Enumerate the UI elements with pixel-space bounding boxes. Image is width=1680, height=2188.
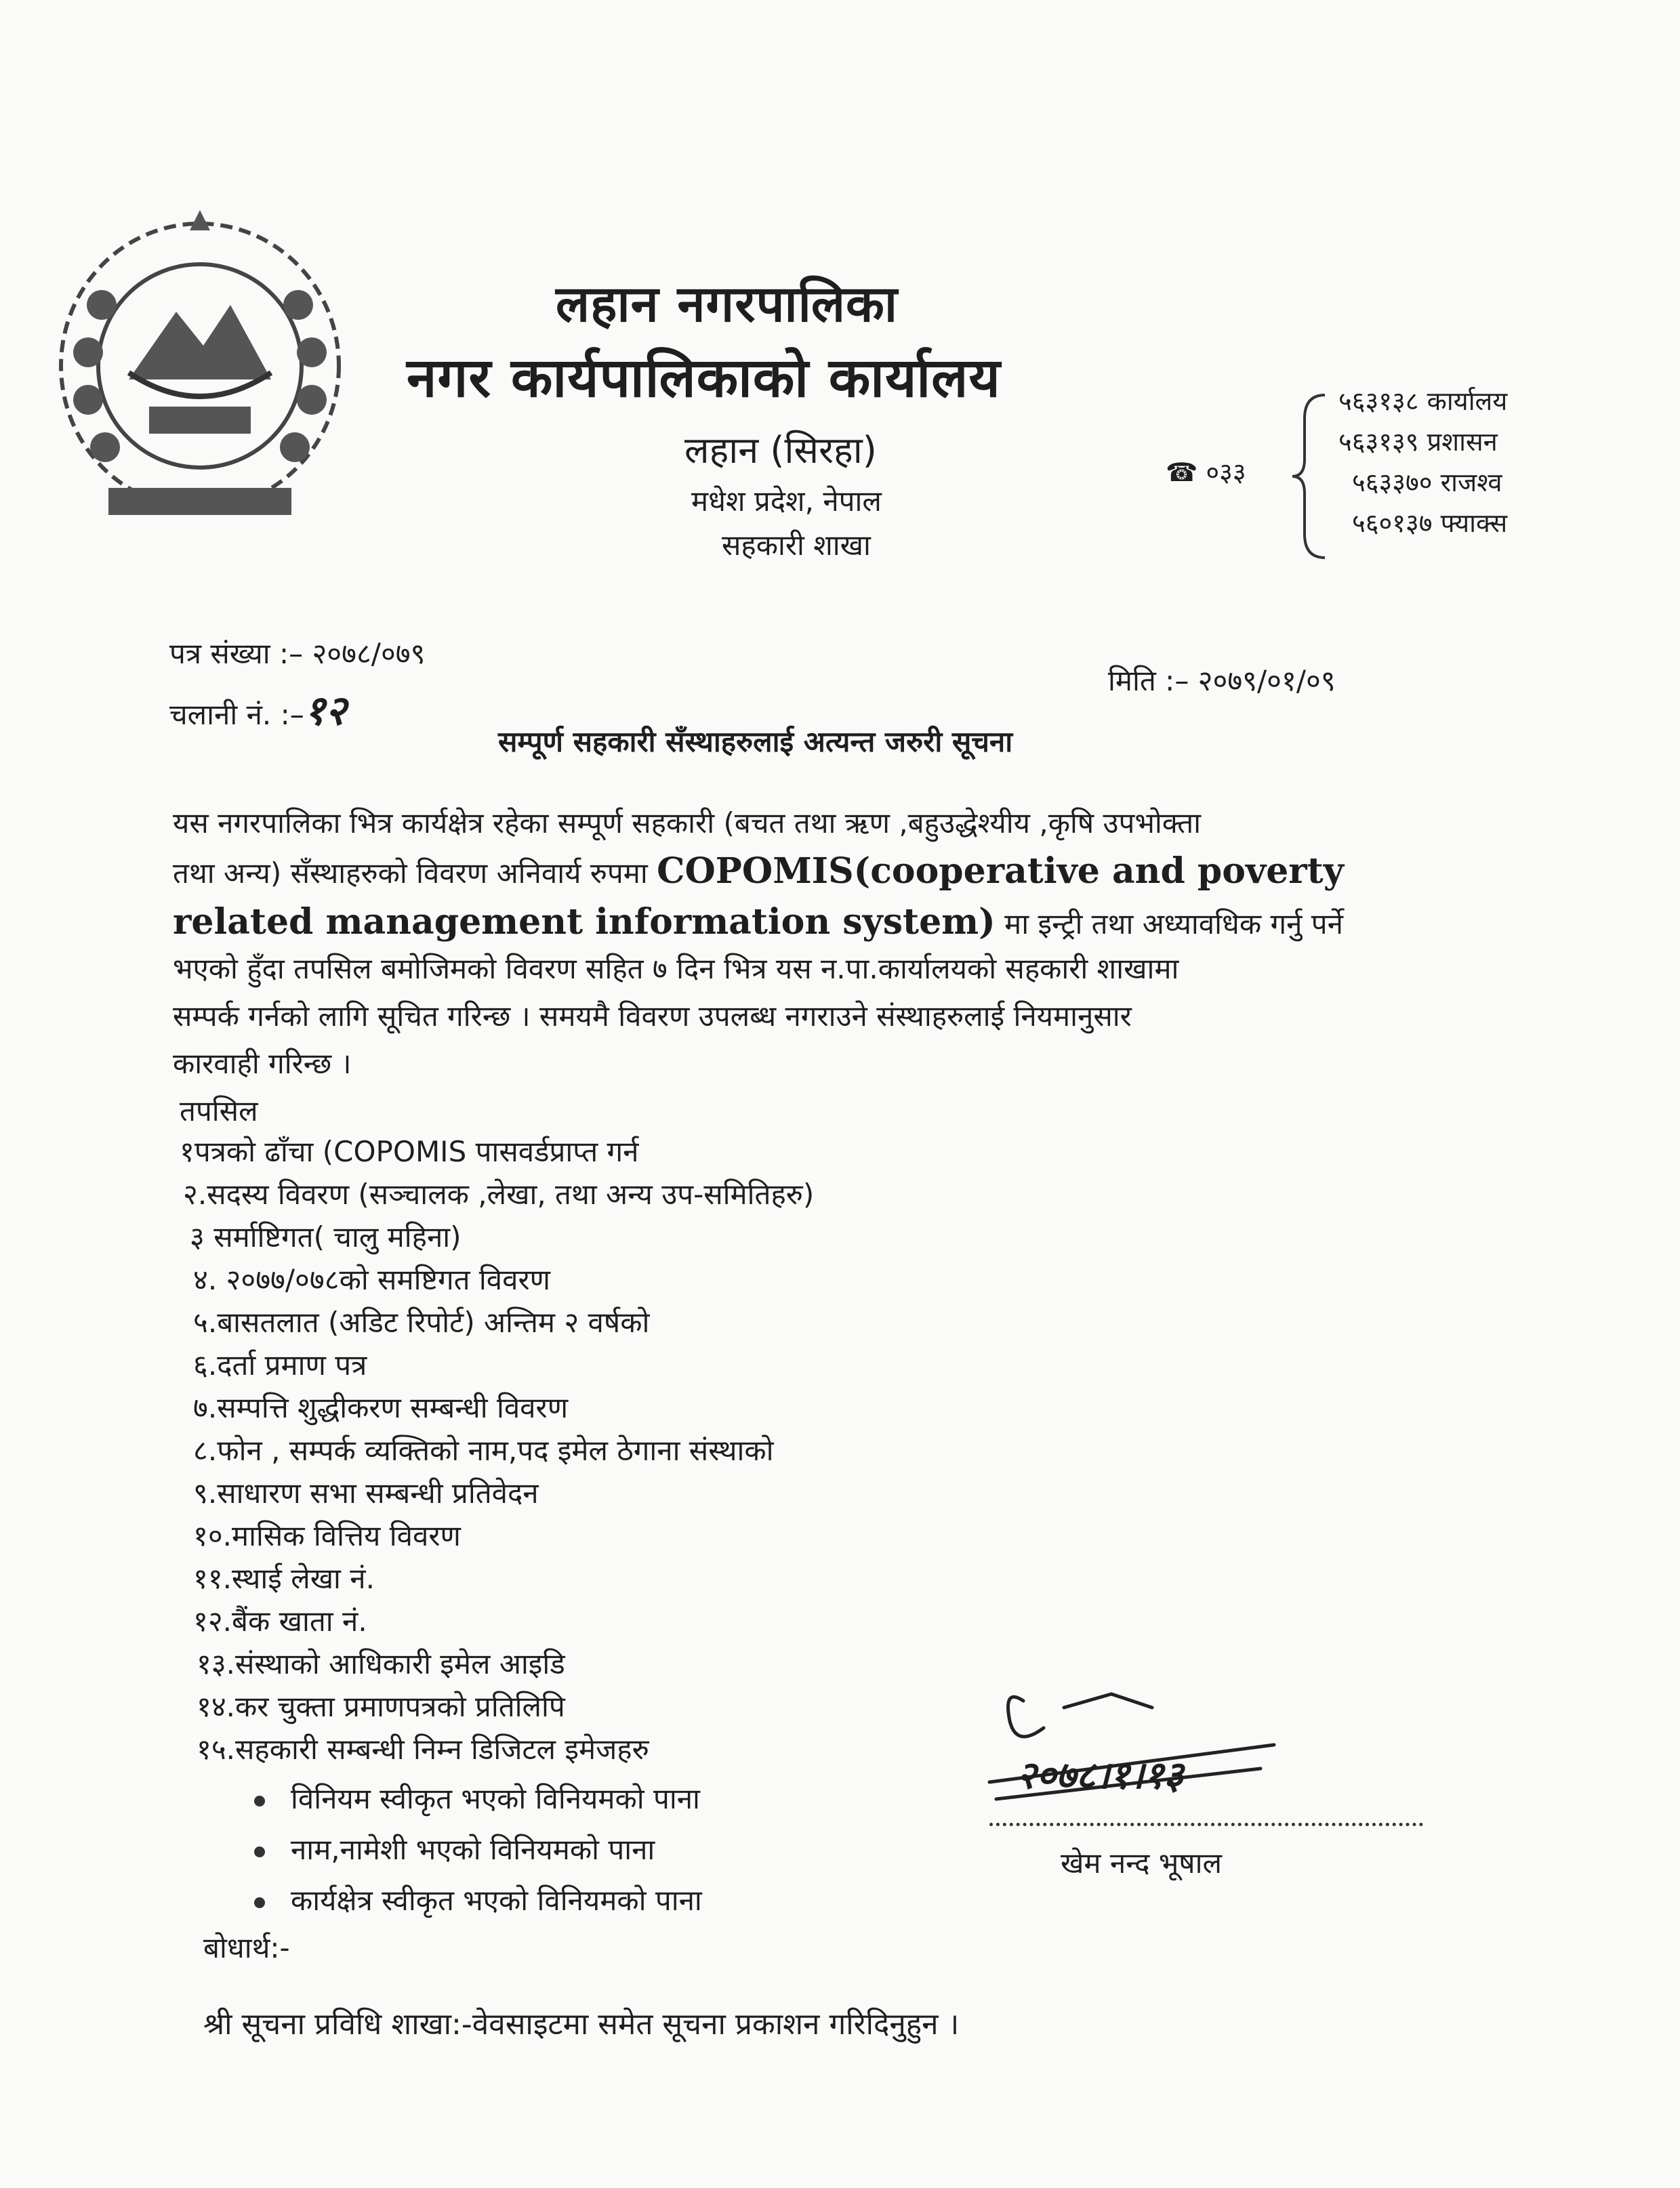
bullet-icon [254,1846,265,1857]
copomis-term-continued: related management information system) [173,901,996,943]
nepal-emblem-icon [47,203,352,522]
list-item: ५.बासतलात (अडिट रिपोर्ट) अन्तिम २ वर्षको [193,1306,650,1339]
list-item: ४. २०७७/०७८को समष्टिगत विवरण [193,1263,551,1296]
phone-admin: ५६३१३९ प्रशासन [1338,427,1498,457]
province-name: मधेश प्रदेश, नेपाल [691,484,882,518]
body-line-3-text: मा इन्ट्री तथा अध्यावधिक गर्नु पर्ने [995,907,1343,941]
body-line-2 [173,850,1344,892]
signature-line [989,1823,1423,1826]
list-item: ९.साधारण सभा सम्बन्धी प्रतिवेदन [193,1477,539,1510]
dispatch-label: चलानी नं. :– [169,698,304,731]
body-line-2-text: तथा अन्य) सँस्थाहरुको विवरण अनिवार्य रुपमा [173,856,657,890]
list-item: ११.स्थाई लेखा नं. [193,1562,375,1595]
dispatch-handwritten: १२ [304,687,347,735]
list-item: १५.सहकारी सम्बन्धी निम्न डिजिटल इमेजहरु [197,1733,649,1766]
dispatch-number [169,681,346,737]
letter-date: मिति :– २०७९/०१/०९ [1108,664,1336,697]
body-line-6: कारवाही गरिन्छ । [173,1047,352,1080]
copomis-term: COPOMIS(cooperative and poverty [657,850,1344,892]
bullet-icon [254,1897,265,1908]
list-item: १४.कर चुक्ता प्रमाणपत्रको प्रतिलिपि [197,1690,565,1723]
phone-revenue: ५६३३७० राजश्व [1352,468,1502,497]
body-line-1: यस नगरपालिका भित्र कार्यक्षेत्र रहेका सम्पूर्ण सहकारी (बचत तथा ऋण ,बहुउद्धेश्यीय ,कृषि उपभोक्ता [173,806,1202,840]
bullet-item [254,1830,655,1868]
signature-date: २०७८।१।१३ [1017,1753,1184,1798]
notice-subject: सम्पूर्ण सहकारी सँस्थाहरुलाई अत्यन्त जरुरी सूचना [498,725,1013,758]
municipality-title: लहान नगरपालिका [556,275,898,333]
bullet-text: नाम,नामेशी भएको विनियमको पाना [291,1833,655,1866]
list-item: १३.संस्थाको आधिकारी इमेल आइडि [197,1647,565,1680]
bullet-text: कार्यक्षेत्र स्वीकृत भएको विनियमको पाना [291,1884,702,1917]
phone-code: ☎ ०३३ [1166,457,1246,487]
cc-label: बोधार्थ:- [203,1931,290,1964]
body-line-5: सम्पर्क गर्नको लागि सूचित गरिन्छ । समयमै विवरण उपलब्ध नगराउने संस्थाहरुलाई नियमानुसार [173,999,1132,1033]
list-item: ७.सम्पत्ति शुद्धीकरण सम्बन्धी विवरण [193,1391,569,1424]
phone-fax: ५६०१३७ फ्याक्स [1352,508,1508,538]
brace-icon [1291,392,1332,561]
place-name: लहान (सिरहा) [684,429,877,472]
list-item: १०.मासिक वित्तिय विवरण [193,1519,461,1552]
letter-number: पत्र संख्या :– २०७८/०७९ [169,637,426,670]
bullet-item [254,1880,702,1919]
bullet-icon [254,1796,265,1807]
list-item: १२.बैंक खाता नं. [193,1605,367,1638]
list-item: ८.फोन , सम्पर्क व्यक्तिको नाम,पद इमेल ठेगाना संस्थाको [193,1434,774,1467]
body-line-4: भएको हुँदा तपसिल बमोजिमको विवरण सहित ७ दिन भित्र यस न.पा.कार्यालयको सहकारी शाखामा [173,952,1179,985]
body-line-3 [173,901,1343,943]
phone-office: ५६३१३८ कार्यालय [1338,386,1508,416]
list-item: २.सदस्य विवरण (सञ्चालक ,लेखा, तथा अन्य उप-समितिहरु) [183,1178,815,1211]
list-title: तपसिल [180,1094,258,1128]
list-item: ३ सर्माष्टिगत( चालु महिना) [190,1220,462,1254]
bullet-item [254,1779,700,1817]
list-item: ६.दर्ता प्रमाण पत्र [193,1348,367,1382]
cc-text: श्री सूचना प्रविधि शाखा:-वेवसाइटमा समेत सूचना प्रकाशन गरिदिनुहुन । [203,2007,960,2042]
office-title: नगर कार्यपालिकाको कार्यालय [407,346,1001,409]
list-item: १पत्रको ढाँचा (COPOMIS पासवर्डप्राप्त गर्न [180,1135,639,1168]
signatory-name: खेम नन्द भूषाल [1061,1846,1222,1880]
section-name: सहकारी शाखा [722,529,871,562]
bullet-text: विनियम स्वीकृत भएको विनियमको पाना [291,1782,700,1815]
